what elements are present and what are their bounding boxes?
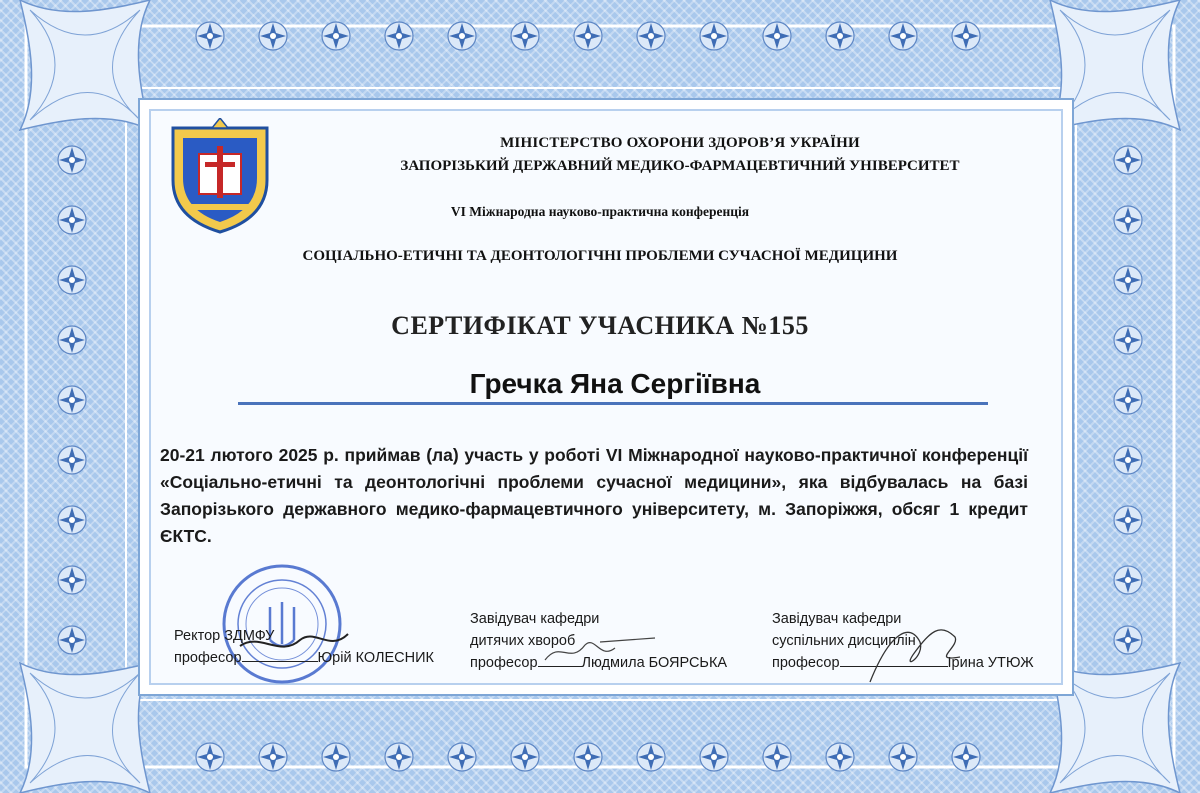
border-rosette <box>385 22 413 50</box>
participant-name: Гречка Яна Сергіївна <box>469 368 761 399</box>
social-dept-name: Ірина УТЮЖ <box>947 655 1034 671</box>
rector-title: Ректор ЗДМФУ <box>174 628 275 644</box>
certificate-title: СЕРТИФІКАТ УЧАСНИКА №155 <box>391 311 809 340</box>
conference-topic: СОЦІАЛЬНО-ЕТИЧНІ ТА ДЕОНТОЛОГІЧНІ ПРОБЛЕМИ СУЧАСНОЇ МЕДИЦИНИ <box>302 248 898 264</box>
border-rosette <box>826 22 854 50</box>
border-rosette <box>58 446 86 474</box>
name-underline <box>238 402 988 405</box>
border-rosette <box>196 22 224 50</box>
rector-name: Юрій КОЛЕСНИК <box>317 650 434 666</box>
certificate-body-text: 20-21 лютого 2025 р. приймав (ла) участь у роботі VI Міжнародної науково-практичної конференції «Соціально-етичні та деонтологічні проблеми сучасної медицини», яка відбувалась на базі Запорізького державного медико-фармацевтичного університету, м. Запоріжжя, обсяг 1 кредит ЄКТС. <box>160 445 1028 546</box>
border-rosette <box>511 22 539 50</box>
border-rosette <box>889 22 917 50</box>
social-dept-rank: професор <box>772 655 840 671</box>
children-dept-rank: професор <box>470 655 538 671</box>
border-rosette <box>385 743 413 771</box>
border-rosette <box>196 743 224 771</box>
border-rosette <box>448 743 476 771</box>
signature-scribble-icon <box>540 630 660 670</box>
conference-heading: VI Міжнародна науково-практична конференція <box>450 204 750 219</box>
rector-rank: професор <box>174 650 242 666</box>
border-rosette <box>58 266 86 294</box>
border-rosette <box>322 743 350 771</box>
border-rosette <box>952 22 980 50</box>
border-rosette <box>1114 446 1142 474</box>
children-dept-name: Людмила БОЯРСЬКА <box>581 655 728 671</box>
border-rosette <box>58 506 86 534</box>
rector-signature-block <box>174 625 434 669</box>
border-rosette <box>763 743 791 771</box>
border-rosette <box>700 743 728 771</box>
signature-line <box>242 649 318 662</box>
border-rosette <box>574 743 602 771</box>
border-rosette <box>58 566 86 594</box>
border-rosette <box>448 22 476 50</box>
ministry-heading: МІНІСТЕРСТВО ОХОРОНИ ЗДОРОВ’Я УКРАЇНИ <box>500 135 860 151</box>
border-rosette <box>58 626 86 654</box>
border-rosette <box>1114 266 1142 294</box>
university-heading: ЗАПОРІЗЬКИЙ ДЕРЖАВНИЙ МЕДИКО-ФАРМАЦЕВТИЧНИЙ УНІВЕРСИТЕТ <box>400 158 960 174</box>
border-rosette <box>574 22 602 50</box>
border-rosette <box>1114 626 1142 654</box>
border-rosette <box>637 743 665 771</box>
border-rosette <box>1114 506 1142 534</box>
border-rosette <box>259 22 287 50</box>
children-dept-department: дитячих хвороб <box>470 633 576 649</box>
border-rosette <box>826 743 854 771</box>
border-rosette <box>637 22 665 50</box>
border-rosette <box>259 743 287 771</box>
border-rosette <box>889 743 917 771</box>
border-rosette <box>763 22 791 50</box>
children-dept-title: Завідувач кафедри <box>470 611 600 627</box>
social-dept-title: Завідувач кафедри <box>772 611 902 627</box>
signature-scribble-icon <box>860 612 970 692</box>
border-rosette <box>511 743 539 771</box>
border-rosette <box>700 22 728 50</box>
border-rosette <box>952 743 980 771</box>
social-dept-department: суспільних дисциплін <box>772 633 916 649</box>
border-rosette <box>1114 566 1142 594</box>
border-rosette <box>322 22 350 50</box>
